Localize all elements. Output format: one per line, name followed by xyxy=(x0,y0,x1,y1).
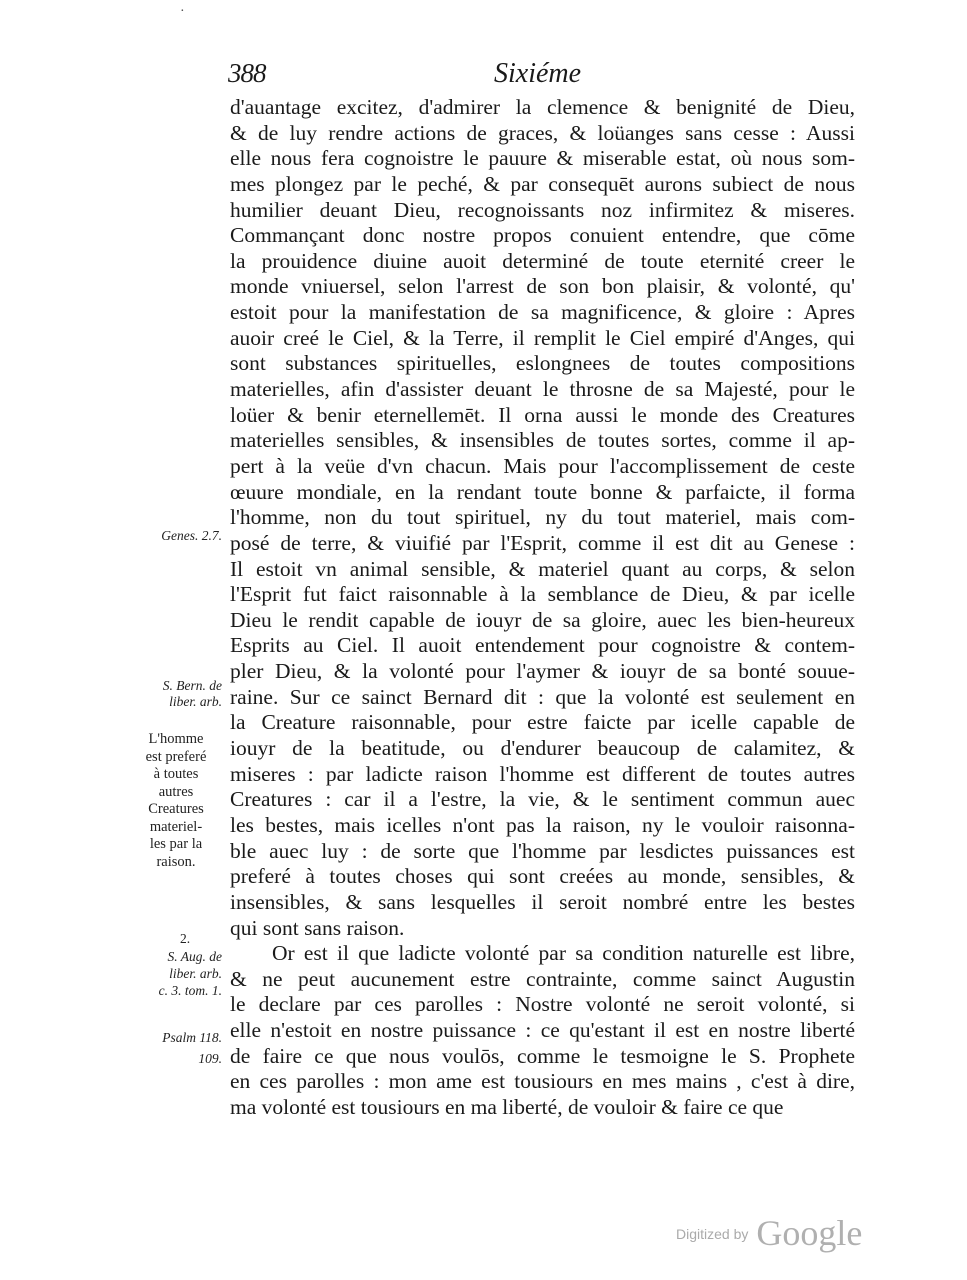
page-header xyxy=(228,58,856,92)
text-line: humilier deuant Dieu, recognoissants noz infirmitez & miseres. xyxy=(230,197,855,222)
gloss-line: Creatures xyxy=(148,801,204,817)
text-line: l'homme, non du tout spirituel, ny du tout materiel, mais com- xyxy=(230,505,855,530)
text-line: estoit pour la manifestation de sa magnificence, & gloire : Apres xyxy=(230,300,855,325)
text-line: Esprits au Ciel. Il auoit entendement pour cognoistre & contem- xyxy=(230,633,855,658)
marginal-ref-psalm xyxy=(130,1027,222,1069)
text-line: loüer & benir eternellemēt. Il orna aussi le monde des Creatures xyxy=(230,402,855,427)
marginal-number: 2. xyxy=(179,931,191,946)
text-line: Commançant donc nostre propos conuient entendre, que cōme xyxy=(230,223,855,248)
text-line: Creatures : car il a l'estre, la vie, & le sentiment commun auec xyxy=(230,787,855,812)
text-line: raine. Sur ce sainct Bernard dit : que la volonté est seulement en xyxy=(230,684,855,709)
text-line: posé de terre, & viuifié par l'Esprit, comme il est dit au Genese : xyxy=(230,530,855,555)
text-line: Dieu le rendit capable de iouyr de sa gloire, auec les bien-heureux xyxy=(230,607,855,632)
text-line: materielles sensibles, & insensibles de toutes sortes, comme il ap- xyxy=(230,428,855,453)
gloss-line: raison. xyxy=(156,853,196,870)
text-line: monde vniuersel, selon l'arrest de son bon plaisir, & volonté, qu' xyxy=(230,274,855,299)
text-line: pert à la veüe d'vn chacun. Mais pour l'accomplissement de ceste xyxy=(230,453,855,478)
digitized-by-label: Digitized by xyxy=(676,1226,749,1242)
text-line: & ne peut aucunement estre contrainte, comme sainct Augustin xyxy=(230,966,855,991)
marginal-line: 109. xyxy=(198,1051,222,1066)
gloss-line: materiel- xyxy=(149,818,203,835)
gloss-line: à toutes xyxy=(153,766,199,782)
text-line: elle n'estoit en nostre puissance : ce qu'estant il est en nostre liberté xyxy=(230,1018,855,1043)
marginal-ref-bernard xyxy=(130,678,222,710)
marginal-gloss xyxy=(130,731,222,871)
text-line: la Creature raisonnable, pour estre faicte par icelle capable de xyxy=(230,710,855,735)
text-line: d'auantage excitez, d'admirer la clemence & benignité de Dieu, xyxy=(230,95,855,119)
gloss-line: autres xyxy=(158,783,194,800)
marginal-line: S. Bern. de xyxy=(162,678,222,693)
text-line: les bestes, mais icelles n'ont pas la raison, ny le vouloir raisonna- xyxy=(230,812,855,837)
text-line: l'Esprit fut faict raisonnable à la semblance de Dieu, & par icelle xyxy=(230,582,855,607)
text-line: la prouidence diuine auoit determiné de toute eternité creer le xyxy=(230,248,855,273)
gloss-line: les par la xyxy=(149,836,203,852)
corner-mark: · xyxy=(180,4,185,19)
text-line: Or est il que ladicte volonté par sa condition naturelle est libre, xyxy=(272,941,855,966)
running-title: Sixiéme xyxy=(494,58,582,89)
marginal-ref-genese: Genes. 2.7. xyxy=(161,528,222,543)
marginal-ref-augustin xyxy=(130,948,222,999)
text-line: en ces parolles : mon ame est tousiours en mes mains , c'est à dire, xyxy=(230,1069,855,1094)
marginal-line: c. 3. tom. 1. xyxy=(158,983,222,998)
gloss-line: L'homme xyxy=(148,731,204,747)
digitized-by-google-watermark xyxy=(676,1212,862,1254)
text-line: & de luy rendre actions de graces, & loüanges sans cesse : Aussi xyxy=(230,120,855,145)
text-line: materielles, afin d'assister deuant le throsne de sa Majesté, pour le xyxy=(230,377,855,402)
marginal-line: liber. arb. xyxy=(169,694,222,709)
text-line: elle nous fera cognoistre le pauure & miserable estat, où nous som- xyxy=(230,146,855,171)
body-text xyxy=(230,95,855,1121)
text-line: Il estoit vn animal sensible, & materiel quant au corps, & selon xyxy=(230,556,855,581)
text-line: le declare par ces parolles : Nostre volonté ne seroit volonté, si xyxy=(230,992,855,1017)
google-logo: Google xyxy=(756,1213,863,1253)
page-number: 388 xyxy=(228,58,266,88)
text-line: qui sont sans raison. xyxy=(230,915,405,940)
marginal-line: liber. arb. xyxy=(169,966,222,981)
marginal-line: Psalm 118. xyxy=(162,1030,222,1045)
text-line: preferé à toutes choses qui sont creées au monde, sensibles, & xyxy=(230,864,855,889)
text-line: mes plongez par le peché, & par consequēt aurons subiect de nous xyxy=(230,171,855,196)
text-line: sont substances spirituelles, eslongnees de toutes compositions xyxy=(230,351,855,376)
gloss-line: est preferé xyxy=(145,748,207,765)
text-line: ma volonté est tousiours en ma liberté, de vouloir & faire ce que xyxy=(230,1094,784,1119)
text-line: pler Dieu, & la volonté pour l'aymer & iouyr de sa bonté souue- xyxy=(230,659,855,684)
text-line: de faire ce que nous voulōs, comme le tesmoigne le S. Prophete xyxy=(230,1043,855,1068)
text-line: ble auec luy : de sorte que l'homme par lesdictes puissances est xyxy=(230,838,855,863)
text-line: miseres : par ladicte raison l'homme est different de toutes autres xyxy=(230,761,855,786)
text-line: iouyr de la beatitude, ou d'endurer beaucoup de calamitez, & xyxy=(230,736,855,761)
marginal-line: S. Aug. de xyxy=(167,949,222,964)
text-line: auoir creé le Ciel, & la Terre, il remplit le Ciel empiré d'Anges, qui xyxy=(230,325,855,350)
text-line: œuure mondiale, en la rendant toute bonne & parfaicte, il forma xyxy=(230,479,855,504)
text-line: insensibles, & sans lesquelles il seroit nombré entre les bestes xyxy=(230,889,855,914)
